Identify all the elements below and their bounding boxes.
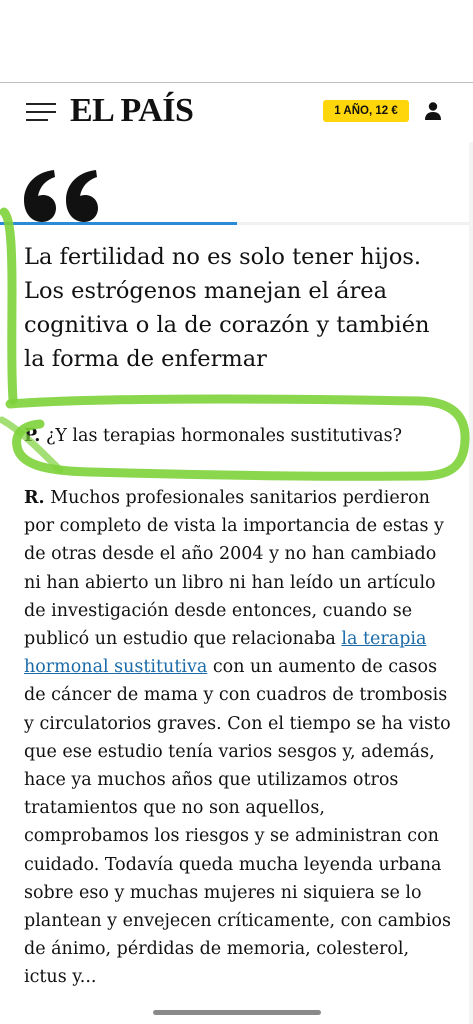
interview-answer	[24, 484, 452, 992]
status-area	[0, 0, 473, 82]
answer-text-before-link: Muchos profesionales sanitarios perdieron por completo de vista la importancia de estas y de otras desde el año 2004 y no han cambiado ni han abierto un libro ni han leído un artículo de investigación desde entonces, cuando se publicó un estudio que relacionaba	[24, 488, 444, 650]
quote-mark-icon	[22, 168, 98, 228]
site-header	[0, 83, 473, 141]
pull-quote: La fertilidad no es solo tener hijos. Los estrógenos manejan el área cognitiva o la de corazón y también la forma de enfermar	[24, 244, 430, 372]
question-prefix: P.	[24, 426, 41, 446]
site-logo[interactable]: EL PAÍS	[70, 92, 194, 129]
subscription-button[interactable]: 1 AÑO, 12 €	[323, 100, 409, 122]
answer-text-after-link: con un aumento de casos de cáncer de mama y con cuadros de trombosis y circulatorios graves. Con el tiempo se ha visto que ese estudio tenía varios sesgos y, además, hace ya muchos años que utilizamos otros tratamientos que no son aquellos, comprobamos los riesgos y se administran con cuidado. Todavía queda mucha leyenda urbana sobre eso y muchas mujeres ni siquiera se lo plantean y envejecen críticamente, con cambios de ánimo, pérdidas de memoria, colesterol, ictus y...	[24, 657, 451, 988]
home-indicator[interactable]	[153, 1010, 321, 1015]
question-text: ¿Y las terapias hormonales sustitutivas?	[45, 426, 402, 446]
user-icon[interactable]	[424, 101, 442, 121]
scrollbar-track	[469, 142, 473, 1024]
hamburger-menu-icon[interactable]	[26, 101, 56, 123]
hormone-therapy-link[interactable]: la terapia hormonal sustitutiva	[24, 629, 427, 678]
answer-prefix: R.	[24, 488, 45, 508]
interview-question	[24, 423, 454, 449]
